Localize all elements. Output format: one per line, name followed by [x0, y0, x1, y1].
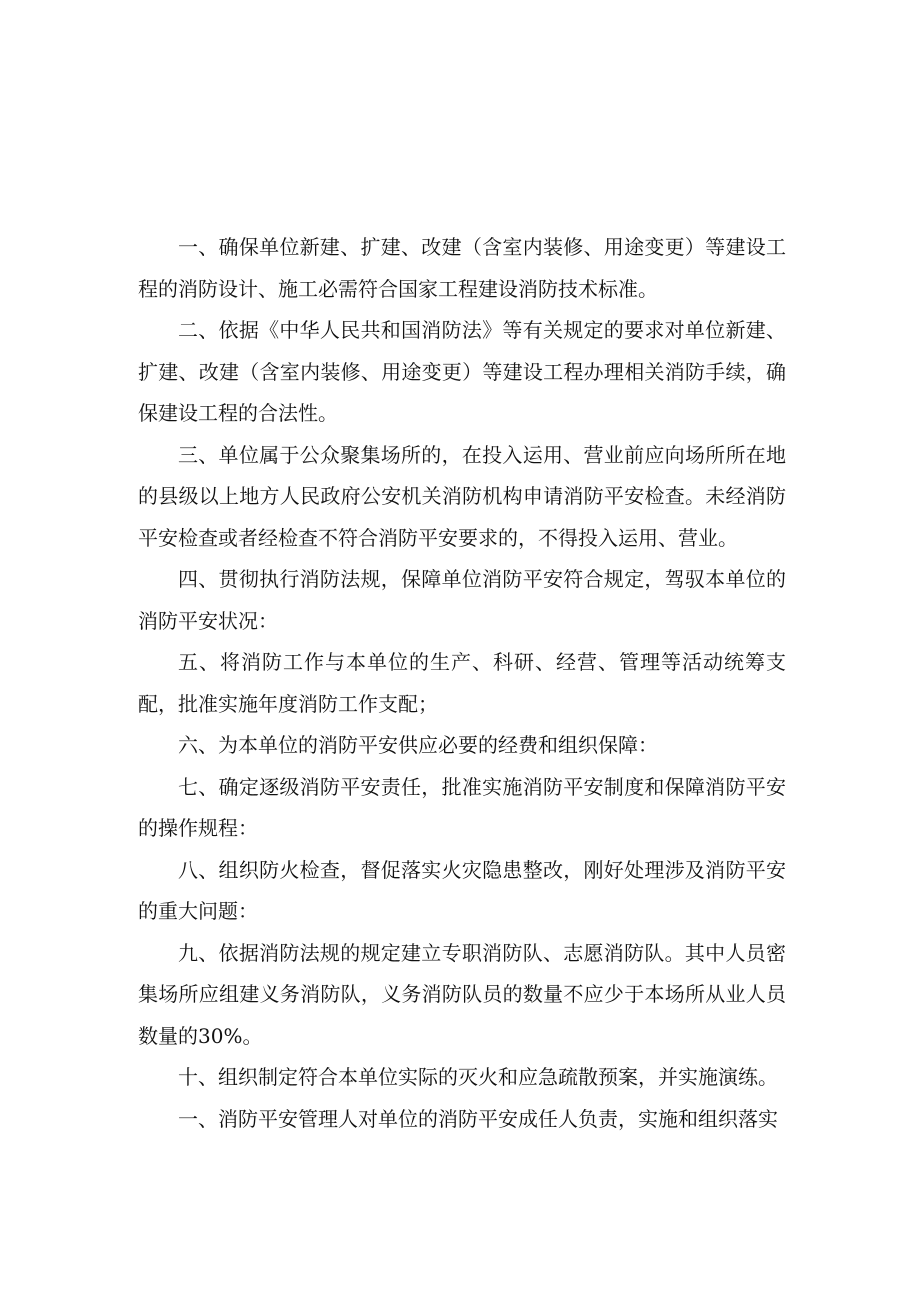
paragraph-9: 九、依据消防法规的规定建立专职消防队、志愿消防队。其中人员密集场所应组建义务消防队，义务消防队员的数量不应少于本场所从业人员数量的30%。: [138, 940, 786, 1048]
paragraph-10: 十、组织制定符合本单位实际的灭火和应急疏散预案，并实施演练。: [178, 1065, 778, 1089]
paragraph-11: 一、消防平安管理人对单位的消防平安成任人负责，实施和组织落实: [178, 1106, 778, 1131]
paragraph-6: 六、为本单位的消防平安供应必要的经费和组织保障：: [178, 733, 658, 757]
document-body: [138, 227, 786, 1140]
paragraph-8: 八、组织防火检查，督促落实火灾隐患整改，刚好处理涉及消防平安的重大问题：: [138, 857, 786, 923]
paragraph-1: 一、确保单位新建、扩建、改建（含室内装修、用途变更）等建设工程的消防设计、施工必需符合国家工程建设消防技术标准。: [138, 235, 786, 301]
paragraph-4: 四、贯彻执行消防法规，保障单位消防平安符合规定，驾驭本单位的消防平安状况：: [138, 567, 786, 633]
paragraph-5: 五、将消防工作与本单位的生产、科研、经营、管理等活动统筹支配，批准实施年度消防工作支配；: [138, 650, 786, 716]
paragraph-7: 七、确定逐级消防平安责任，批准实施消防平安制度和保障消防平安的操作规程：: [138, 774, 786, 840]
paragraph-2: 二、依据《中华人民共和国消防法》等有关规定的要求对单位新建、扩建、改建（含室内装修、用途变更）等建设工程办理相关消防手续，确保建设工程的合法性。: [138, 318, 786, 425]
paragraph-3: 三、单位属于公众聚集场所的，在投入运用、营业前应向场所所在地的县级以上地方人民政府公安机关消防机构申请消防平安检查。未经消防平安检查或者经检查不符合消防平安要求的，不得投入运用、营业。: [138, 442, 786, 550]
